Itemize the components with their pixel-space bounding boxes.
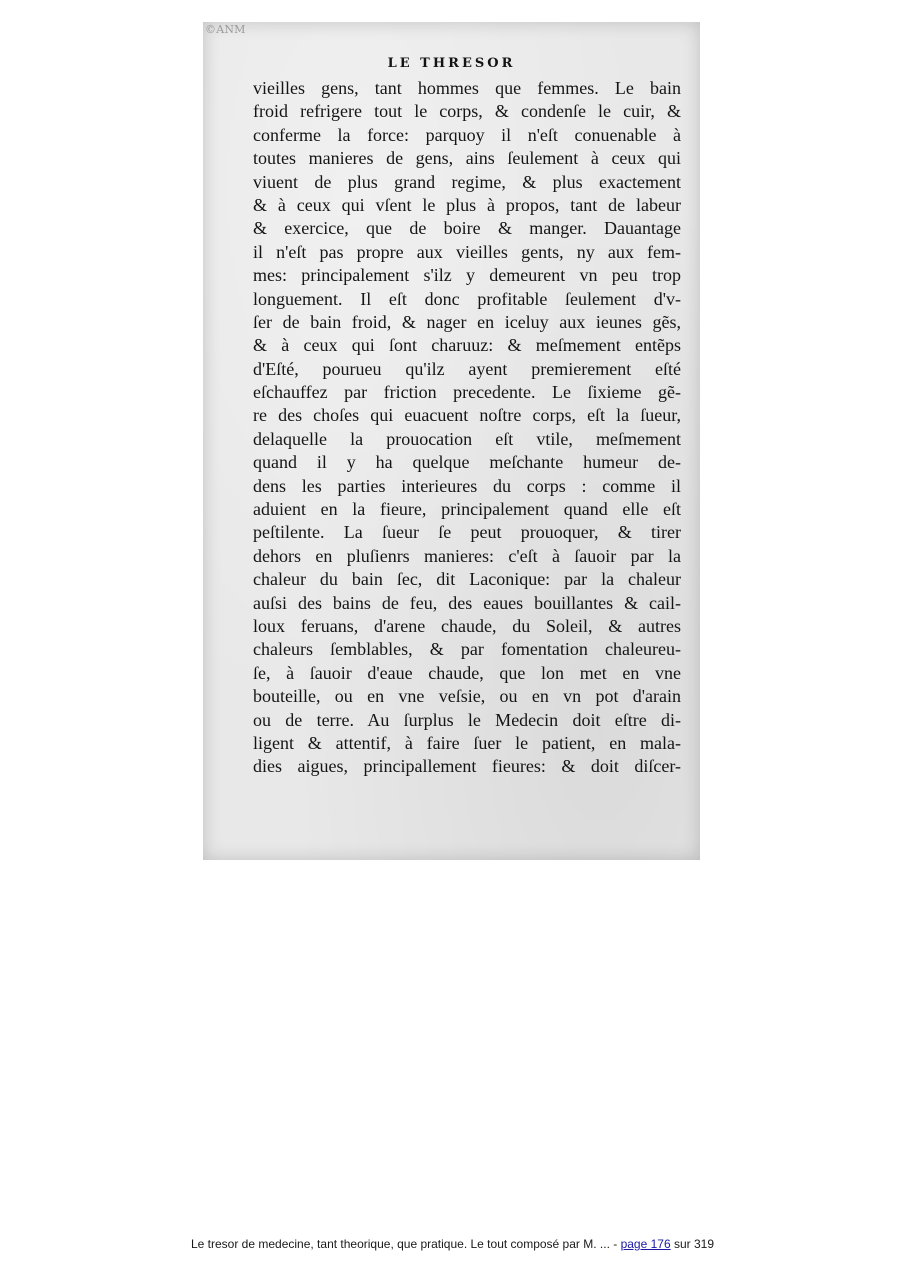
page-total: sur 319: [670, 1237, 714, 1251]
text-line: & à ceux qui vſent le plus à propos, tant de labeur: [253, 194, 681, 215]
text-line: re des choſes qui euacuent noſtre corps, eſt la ſueur,: [253, 405, 681, 426]
text-line: auſsi des bains de feu, des eaues bouillantes & cail-: [253, 592, 681, 613]
text-line: dehors en pluſienrs manieres: c'eſt à ſauoir par la: [253, 545, 681, 566]
text-line: ou de terre. Au ſurplus le Medecin doit eſtre di-: [253, 709, 681, 730]
text-line: dens les parties interieures du corps : comme il: [253, 475, 681, 496]
text-line: ſer de bain froid, & nager en iceluy aux ieunes gẽs,: [253, 311, 681, 332]
text-line: il n'eſt pas propre aux vieilles gents, ny aux fem-: [253, 241, 681, 262]
text-line: quand il y ha quelque meſchante humeur de-: [253, 452, 681, 473]
text-line: dies aigues, principallement fieures: & doit diſcer-: [253, 756, 681, 777]
text-line: conferme la force: parquoy il n'eſt conuenable à: [253, 124, 681, 145]
page-text: [253, 77, 681, 779]
text-line: longuement. Il eſt donc profitable ſeulement d'v-: [253, 288, 681, 309]
text-line: froid refrigere tout le corps, & condenſe le cuir, &: [253, 101, 681, 122]
text-line: & à ceux qui ſont charuuz: & meſmement entẽps: [253, 335, 681, 356]
page-link[interactable]: page 176: [620, 1237, 671, 1251]
text-line: loux feruans, d'arene chaude, du Soleil, & autres: [253, 615, 681, 636]
text-line: chaleurs ſemblables, & par fomentation chaleureu-: [253, 639, 681, 660]
text-line: d'Eſté, pourueu qu'ilz ayent premierement eſté: [253, 358, 681, 379]
text-line: aduient en la fieure, principalement quand elle eſt: [253, 499, 681, 520]
text-line: bouteille, ou en vne veſsie, ou en vn pot d'arain: [253, 686, 681, 707]
text-line: toutes manieres de gens, ains ſeulement à ceux qui: [253, 148, 681, 169]
text-line: peſtilente. La ſueur ſe peut prouoquer, & tirer: [253, 522, 681, 543]
text-line: ligent & attentif, à faire ſuer le patient, en mala-: [253, 732, 681, 753]
text-line: vieilles gens, tant hommes que femmes. Le bain: [253, 78, 681, 98]
text-line: & exercice, que de boire & manger. Dauantage: [253, 218, 681, 239]
text-line: delaquelle la prouocation eſt vtile, meſmement: [253, 428, 681, 449]
footer-separator: -: [609, 1237, 621, 1251]
text-line: mes: principalement s'ilz y demeurent vn peu trop: [253, 265, 681, 286]
scanned-page: [203, 22, 700, 860]
book-title: Le tresor de medecine, tant theorique, que pratique. Le tout composé par M. ...: [190, 1237, 610, 1251]
watermark: ©ANM: [205, 23, 246, 36]
text-line: eſchauffez par friction precedente. Le ſixieme gẽ-: [253, 382, 681, 403]
text-line: ſe, à ſauoir d'eaue chaude, que lon met en vne: [253, 662, 681, 683]
page-footer: [0, 1237, 905, 1251]
running-head: LE THRESOR: [387, 56, 516, 71]
text-line: viuent de plus grand regime, & plus exactement: [253, 171, 681, 192]
text-line: chaleur du bain ſec, dit Laconique: par la chaleur: [253, 569, 681, 590]
